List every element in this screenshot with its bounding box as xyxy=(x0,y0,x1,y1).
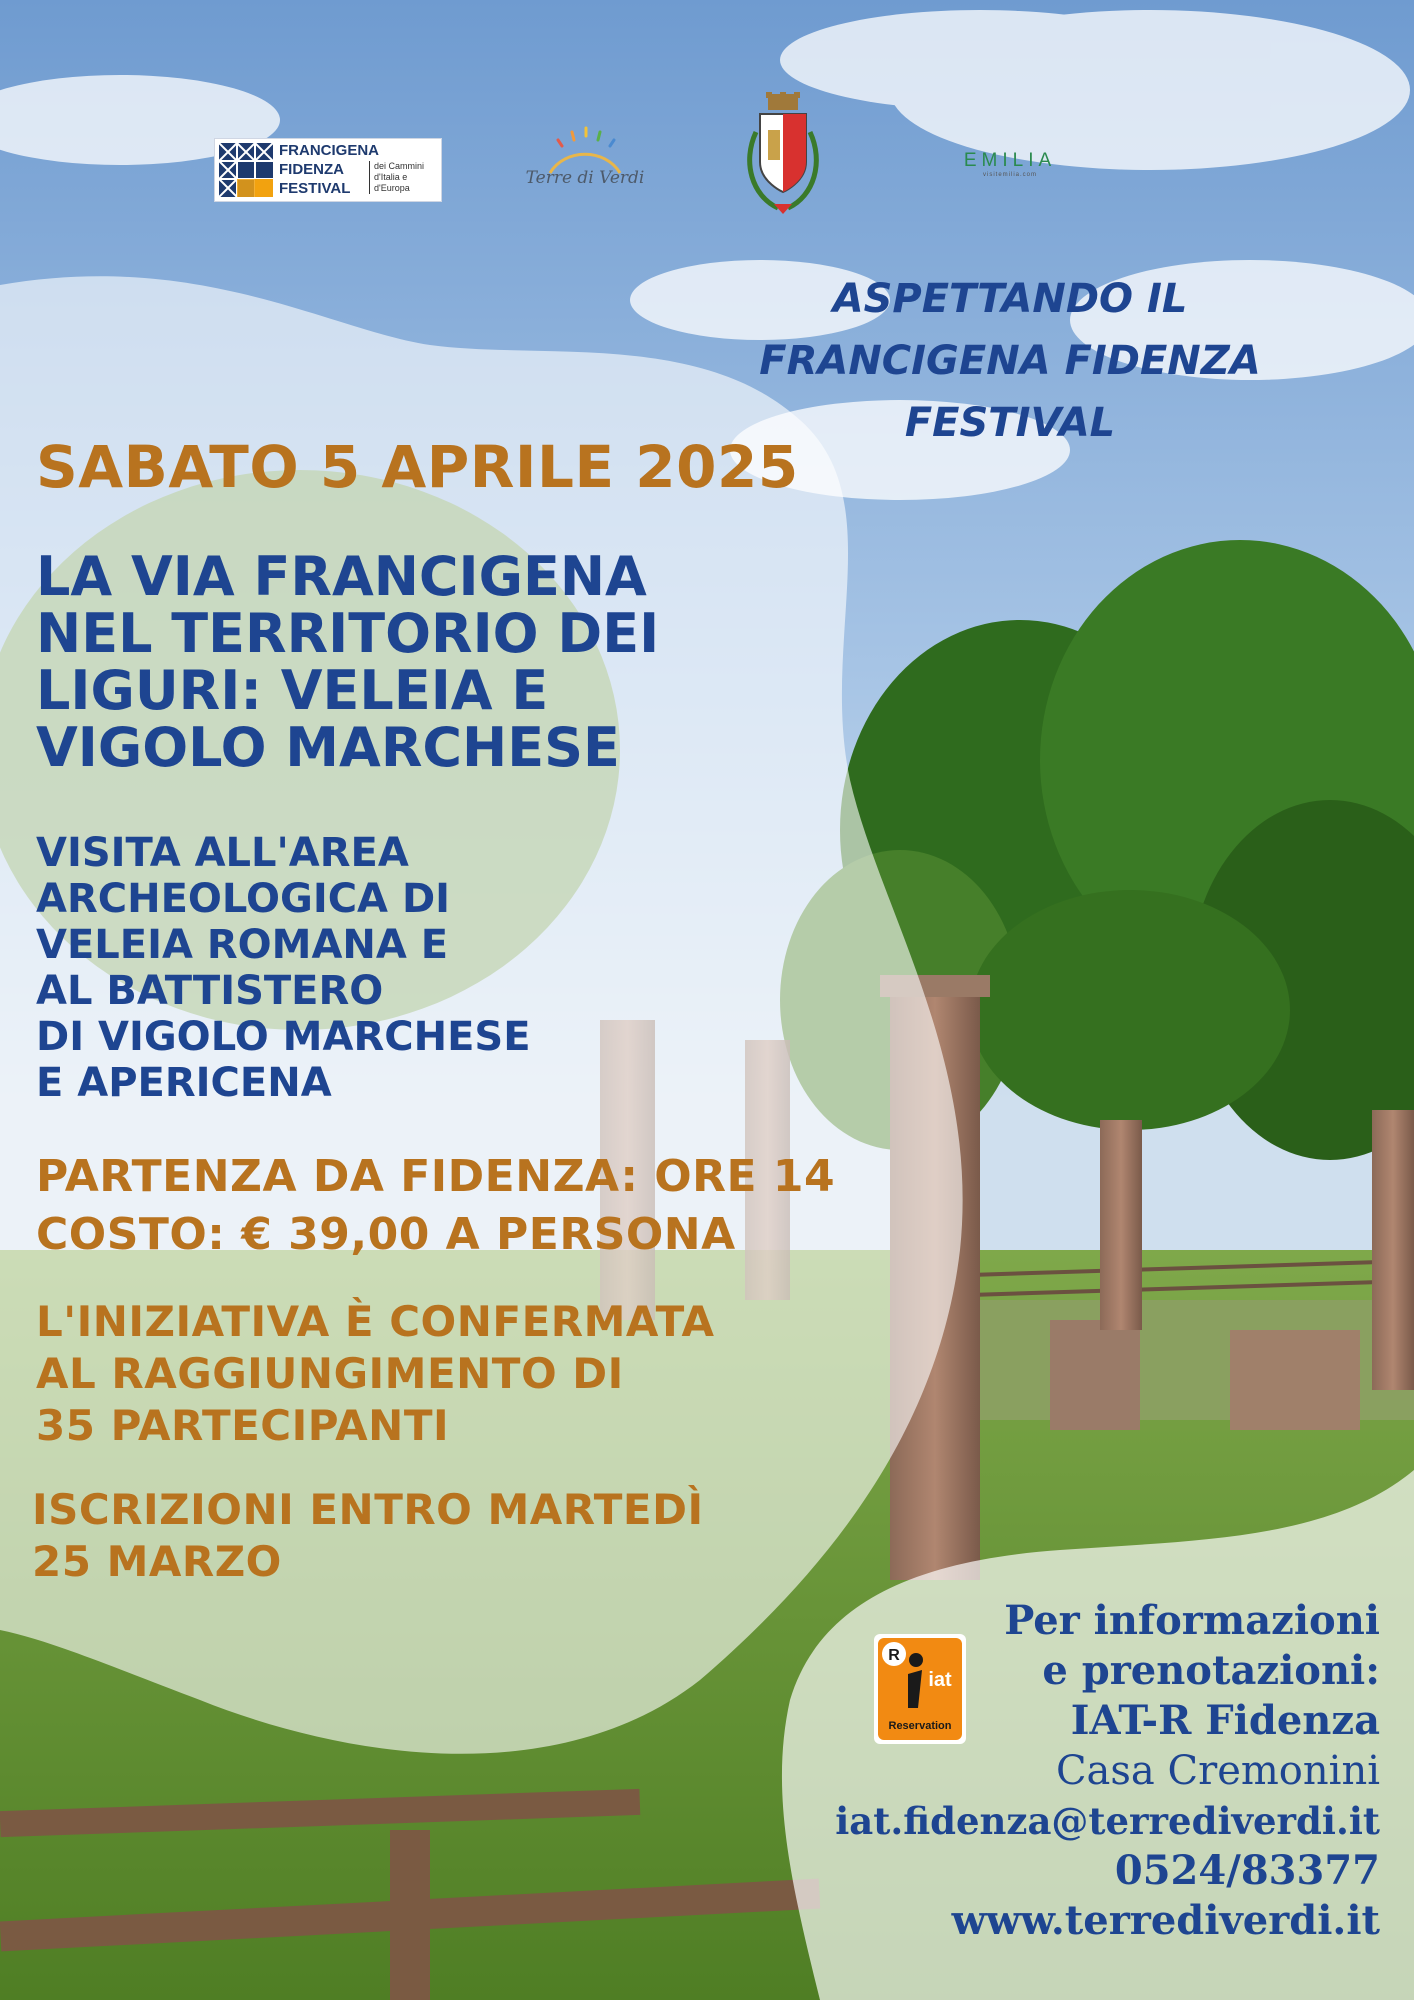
contact-phone[interactable]: 0524/83377 xyxy=(1114,1847,1380,1894)
francigena-logo-subtitle: dei Cammini d'Italia e d'Europa xyxy=(369,161,434,194)
event-title xyxy=(36,545,660,779)
tagline-line: ASPETTANDO IL xyxy=(832,276,1188,322)
coat-of-arms-icon xyxy=(738,92,828,222)
event-registration-line: ISCRIZIONI ENTRO MARTEDÌ xyxy=(32,1485,704,1534)
event-description xyxy=(36,830,531,1106)
event-title-line: LA VIA FRANCIGENA xyxy=(36,545,647,608)
contact-heading: e prenotazioni: xyxy=(1042,1647,1380,1694)
event-registration-deadline xyxy=(32,1484,704,1588)
svg-text:iat: iat xyxy=(928,1669,952,1691)
event-confirmation-line: 35 PARTECIPANTI xyxy=(36,1401,450,1450)
event-departure: PARTENZA DA FIDENZA: ORE 14 xyxy=(36,1151,836,1202)
event-registration-line: 25 MARZO xyxy=(32,1537,282,1586)
francigena-logo-line: FIDENZA xyxy=(279,161,344,178)
contact-office: IAT-R Fidenza xyxy=(1070,1697,1380,1744)
contact-venue: Casa Cremonini xyxy=(1055,1748,1380,1794)
francigena-logo-line: FESTIVAL xyxy=(279,180,351,197)
francigena-grid-icon xyxy=(219,143,273,197)
terre-di-verdi-label: Terre di Verdi xyxy=(525,168,645,188)
event-title-line: VIGOLO MARCHESE xyxy=(36,716,620,779)
francigena-logo-line: FRANCIGENA xyxy=(279,142,379,159)
event-confirmation xyxy=(36,1296,715,1452)
svg-text:R: R xyxy=(888,1647,900,1664)
tagline xyxy=(680,268,1340,454)
event-title-line: LIGURI: VELEIA E xyxy=(36,659,549,722)
event-description-line: E APERICENA xyxy=(36,1060,332,1106)
event-confirmation-line: AL RAGGIUNGIMENTO DI xyxy=(36,1349,624,1398)
event-description-line: DI VIGOLO MARCHESE xyxy=(36,1014,531,1060)
event-description-line: ARCHEOLOGICA DI xyxy=(36,876,451,922)
iat-reservation-label: Reservation xyxy=(888,1720,952,1732)
event-description-line: VELEIA ROMANA E xyxy=(36,922,449,968)
event-departure-and-cost xyxy=(36,1148,835,1264)
event-confirmation-line: L'INIZIATIVA È CONFERMATA xyxy=(36,1297,715,1346)
event-description-line: AL BATTISTERO xyxy=(36,968,384,1014)
francigena-festival-logo xyxy=(214,138,442,202)
tagline-line: FRANCIGENA FIDENZA FESTIVAL xyxy=(759,338,1261,446)
contact-email[interactable]: iat.fidenza@terrediverdi.it xyxy=(835,1799,1380,1843)
event-title-line: NEL TERRITORIO DEI xyxy=(36,602,660,665)
emilia-logo-url: visitemilia.com xyxy=(982,172,1037,178)
contact-heading: Per informazioni xyxy=(1004,1597,1380,1644)
event-cost: COSTO: € 39,00 A PERSONA xyxy=(36,1209,736,1260)
emilia-logo xyxy=(930,150,1090,178)
event-description-line: VISITA ALL'AREA xyxy=(36,830,409,876)
contact-info xyxy=(760,1596,1380,1946)
event-date: SABATO 5 APRILE 2025 xyxy=(36,433,799,501)
contact-website[interactable]: www.terrediverdi.it xyxy=(951,1897,1380,1944)
emilia-logo-name: EMILIA xyxy=(963,150,1057,171)
terre-di-verdi-logo xyxy=(510,118,660,208)
francigena-logo-text xyxy=(279,141,379,198)
